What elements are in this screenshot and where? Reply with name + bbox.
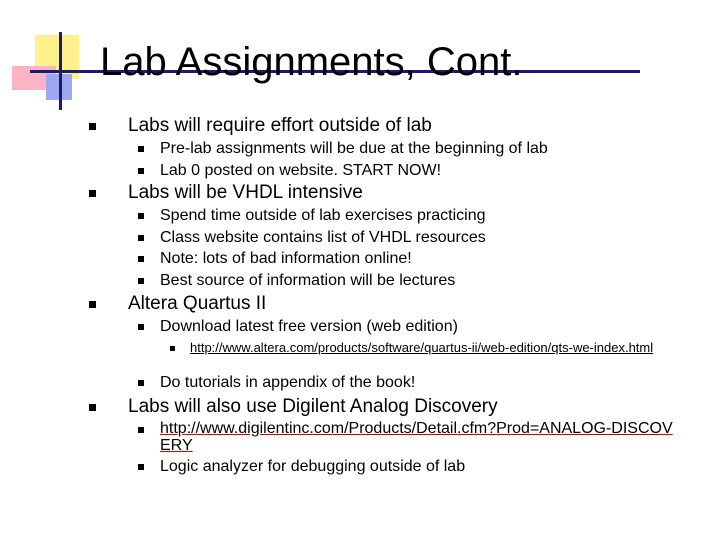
sub-bullet-item: Download latest free version (web edition) [160, 318, 458, 335]
bullet-square-icon [138, 256, 144, 262]
sub-bullet-item [160, 420, 680, 454]
bullet-item: Labs will require effort outside of lab [128, 115, 432, 136]
digilent-analog-discovery-link[interactable]: http://www.digilentinc.com/Products/Detail.cfm?Prod=ANALOG-DISCOVERY [160, 420, 673, 454]
sub-bullet-item: Class website contains list of VHDL resources [160, 229, 486, 246]
altera-quartus-link[interactable]: http://www.altera.com/products/software/quartus-ii/web-edition/qts-we-index.html [190, 340, 654, 355]
sub-bullet-item: Pre-lab assignments will be due at the beginning of lab [160, 140, 548, 157]
bullet-square-icon [138, 380, 144, 386]
sub-bullet-item: Logic analyzer for debugging outside of lab [160, 458, 466, 475]
bullet-item: Altera Quartus II [128, 293, 267, 314]
bullet-square-icon [89, 190, 96, 197]
bullet-square-icon [170, 346, 175, 351]
bullet-square-icon [138, 324, 144, 330]
slide-title: Lab Assignments, Cont. [100, 40, 523, 84]
bullet-square-icon [89, 301, 96, 308]
bullet-square-icon [138, 235, 144, 241]
bullet-square-icon [138, 464, 144, 470]
bullet-item: Labs will also use Digilent Analog Discovery [128, 396, 498, 417]
bullet-square-icon [138, 168, 144, 174]
sub-bullet-item: Do tutorials in appendix of the book! [160, 374, 416, 391]
sub-bullet-item: Best source of information will be lectures [160, 272, 456, 289]
bullet-square-icon [138, 146, 144, 152]
bullet-square-icon [138, 278, 144, 284]
sub-sub-bullet-item [190, 341, 690, 355]
bullet-item: Labs will be VHDL intensive [128, 182, 363, 203]
sub-bullet-item: Spend time outside of lab exercises practicing [160, 207, 486, 224]
sub-bullet-item: Lab 0 posted on website. START NOW! [160, 162, 442, 179]
bullet-square-icon [138, 213, 144, 219]
bullet-square-icon [89, 123, 96, 130]
sub-bullet-item: Note: lots of bad information online! [160, 250, 412, 267]
bullet-square-icon [89, 404, 96, 411]
bullet-square-icon [138, 427, 144, 433]
